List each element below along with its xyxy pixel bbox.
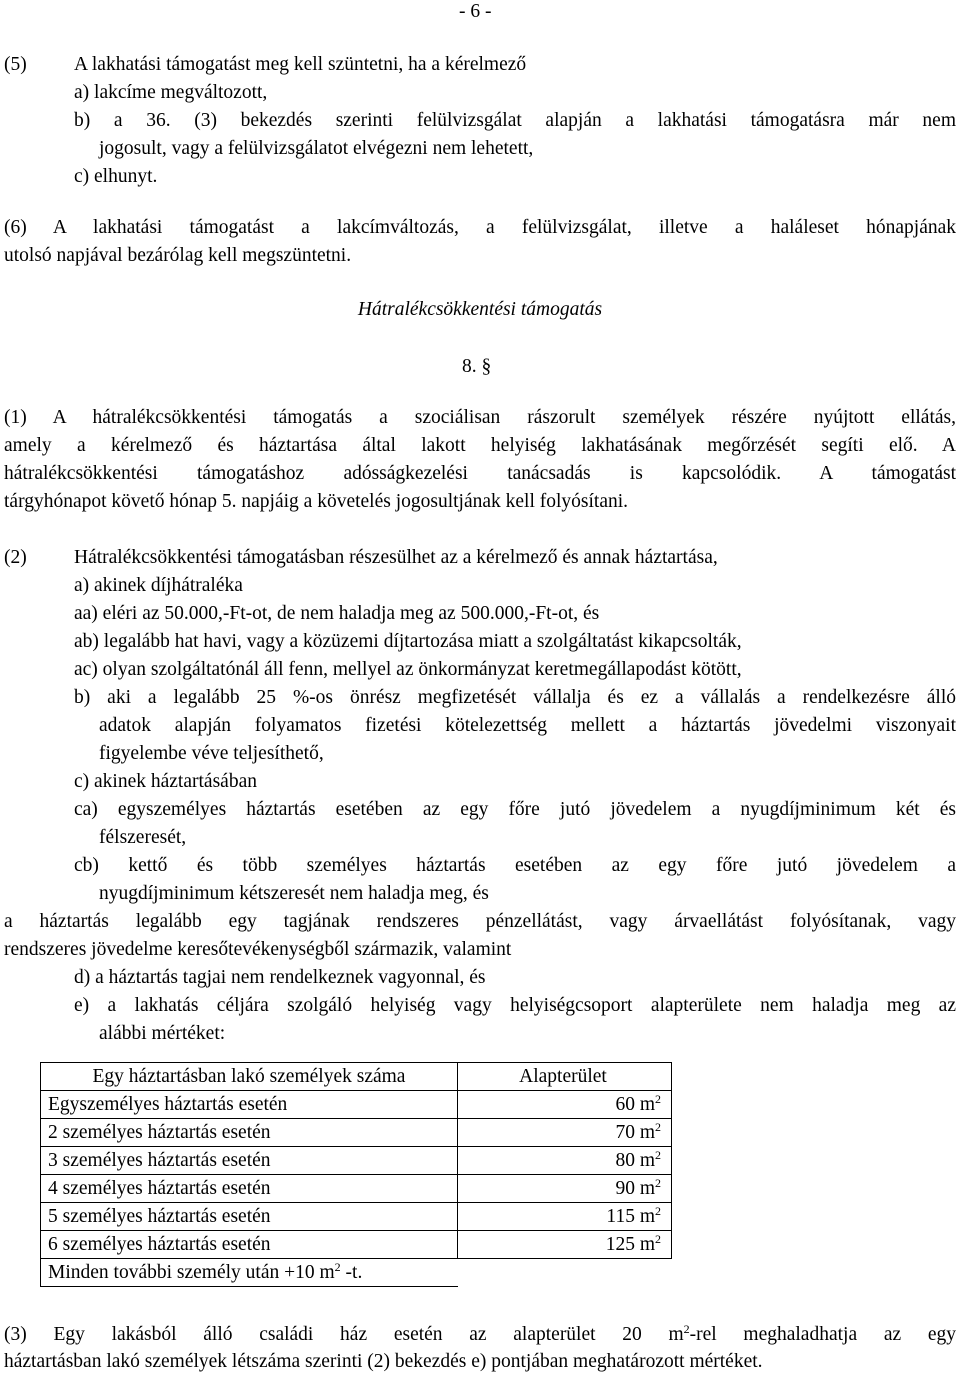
p1-line4: tárgyhónapot követő hónap 5. napjáig a követelés jogosultjának kell folyósítani. bbox=[4, 491, 629, 512]
table-cell-label: 6 személyes háztartás esetén bbox=[41, 1231, 458, 1259]
s5-item-a: a) lakcíme megváltozott, bbox=[74, 82, 268, 103]
p2-item-c: c) akinek háztartásában bbox=[74, 771, 257, 792]
section-title: Hátralékcsökkentési támogatás bbox=[357, 299, 603, 320]
table-cell-value: 80 $m^2$ bbox=[458, 1147, 672, 1175]
table-cell-value: 60 $m^2$ bbox=[458, 1091, 672, 1119]
table-row bbox=[41, 1175, 672, 1203]
p2-item-cb-line2: nyugdíjminimum kétszeresét nem haladja meg, és bbox=[99, 883, 489, 904]
p2-middle-line1: a háztartás legalább egy tagjának rendszeres pénzellátást, vagy árvaellátást folyósítanak, vagy bbox=[4, 911, 956, 932]
p2-item-b-line1: b) aki a legalább 25 %-os önrész megfizetését vállalja és ez a vállalás a rendelkezésre álló bbox=[74, 687, 956, 708]
paragraph-sign: § bbox=[481, 356, 492, 377]
s5-item-b-line2: jogosult, vagy a felülvizsgálatot elvégezni nem lehetett, bbox=[99, 138, 534, 159]
table-row bbox=[41, 1119, 672, 1147]
page-number: - 6 - bbox=[459, 1, 492, 22]
p2-number: (2) bbox=[4, 547, 27, 568]
table-header-row bbox=[41, 1063, 672, 1091]
p2-item-ca-line2: félszeresét, bbox=[99, 827, 187, 848]
s5-number: (5) bbox=[4, 54, 27, 75]
s5-item-c: c) elhunyt. bbox=[74, 166, 158, 187]
table-last-row bbox=[41, 1259, 672, 1287]
table-row bbox=[41, 1203, 672, 1231]
table-cell-label: Egyszemélyes háztartás esetén bbox=[41, 1091, 458, 1119]
table-header-persons: Egy háztartásban lakó személyek száma bbox=[41, 1063, 458, 1091]
table-row bbox=[41, 1147, 672, 1175]
p2-item-cb-line1: cb) kettő és több személyes háztartás esetében az egy főre jutó jövedelem a bbox=[74, 855, 956, 876]
p3-line1: (3) Egy lakásból álló családi ház esetén az alapterület 20 $m^2$-rel meghaladhatja az egy bbox=[4, 1322, 956, 1345]
p2-intro: Hátralékcsökkentési támogatásban részesülhet az a kérelmező és annak háztartása, bbox=[74, 547, 718, 568]
p2-item-d: d) a háztartás tagjai nem rendelkeznek vagyonnal, és bbox=[74, 967, 486, 988]
p1-line3: hátralékcsökkentési támogatáshoz adósságkezelési tanácsadás is kapcsolódik. A támogatást bbox=[4, 463, 956, 484]
s6-line2: utolsó napjával bezárólag kell megszüntetni. bbox=[4, 245, 352, 266]
p2-item-ab: ab) legalább hat havi, vagy a közüzemi díjtartozása miatt a szolgáltatást kikapcsolták, bbox=[74, 631, 742, 652]
p2-item-ca-line1: ca) egyszemélyes háztartás esetében az egy főre jutó jövedelem a nyugdíjminimum két és bbox=[74, 799, 956, 820]
table-cell-value: 90 $m^2$ bbox=[458, 1175, 672, 1203]
p2-item-b-line2: adatok alapján folyamatos fizetési kötelezettség mellett a háztartás jövedelmi viszonyait bbox=[99, 715, 956, 736]
p2-item-e-line2: alábbi mértéket: bbox=[99, 1023, 226, 1044]
table-cell-value: 115 $m^2$ bbox=[458, 1203, 672, 1231]
table-cell-value: 125 $m^2$ bbox=[458, 1231, 672, 1259]
table-row bbox=[41, 1231, 672, 1259]
table-header-area: Alapterület bbox=[458, 1063, 672, 1091]
p2-item-aa: aa) eléri az 50.000,-Ft-ot, de nem haladja meg az 500.000,-Ft-ot, és bbox=[74, 603, 600, 624]
table-cell-label: 5 személyes háztartás esetén bbox=[41, 1203, 458, 1231]
table-cell-label: 3 személyes háztartás esetén bbox=[41, 1147, 458, 1175]
p1-line2: amely a kérelmező és háztartása által lakott helyiség lakhatásának megőrzését segíti elő. A bbox=[4, 435, 956, 456]
p2-middle-line2: rendszeres jövedelme keresőtevékenységből származik, valamint bbox=[4, 939, 512, 960]
p2-item-e-line1: e) a lakhatás céljára szolgáló helyiség vagy helyiségcsoport alapterülete nem haladja meg az bbox=[74, 995, 956, 1016]
p2-item-b-line3: figyelembe véve teljesíthető, bbox=[99, 743, 324, 764]
table-cell-value: 70 $m^2$ bbox=[458, 1119, 672, 1147]
p1-line1: (1) A hátralékcsökkentési támogatás a szociálisan rászorult személyek részére nyújtott ellátás, bbox=[4, 407, 956, 428]
table-cell-label: 2 személyes háztartás esetén bbox=[41, 1119, 458, 1147]
table-cell-label: 4 személyes háztartás esetén bbox=[41, 1175, 458, 1203]
table-row bbox=[41, 1091, 672, 1119]
s5-intro: A lakhatási támogatást meg kell szüntetni, ha a kérelmező bbox=[74, 54, 527, 75]
p3-line2: háztartásban lakó személyek létszáma szerinti (2) bekezdés e) pontjában meghatározott mértéket. bbox=[4, 1351, 763, 1372]
table-cell-additional-person: Minden további személy után +10 $m^2$ -t. bbox=[41, 1259, 458, 1287]
p2-item-a: a) akinek díjhátraléka bbox=[74, 575, 243, 596]
section-number: 8. § bbox=[462, 356, 492, 377]
s6-line1: (6) A lakhatási támogatást a lakcímváltozás, a felülvizsgálat, illetve a haláleset hónapjának bbox=[4, 217, 956, 238]
s5-item-b-line1: b) a 36. (3) bekezdés szerinti felülvizsgálat alapján a lakhatási támogatásra már nem bbox=[74, 110, 956, 131]
p2-item-ac: ac) olyan szolgáltatónál áll fenn, mellyel az önkormányzat keretmegállapodást kötött, bbox=[74, 659, 742, 680]
floor-area-table bbox=[40, 1062, 672, 1287]
table-cell-empty bbox=[458, 1259, 672, 1287]
